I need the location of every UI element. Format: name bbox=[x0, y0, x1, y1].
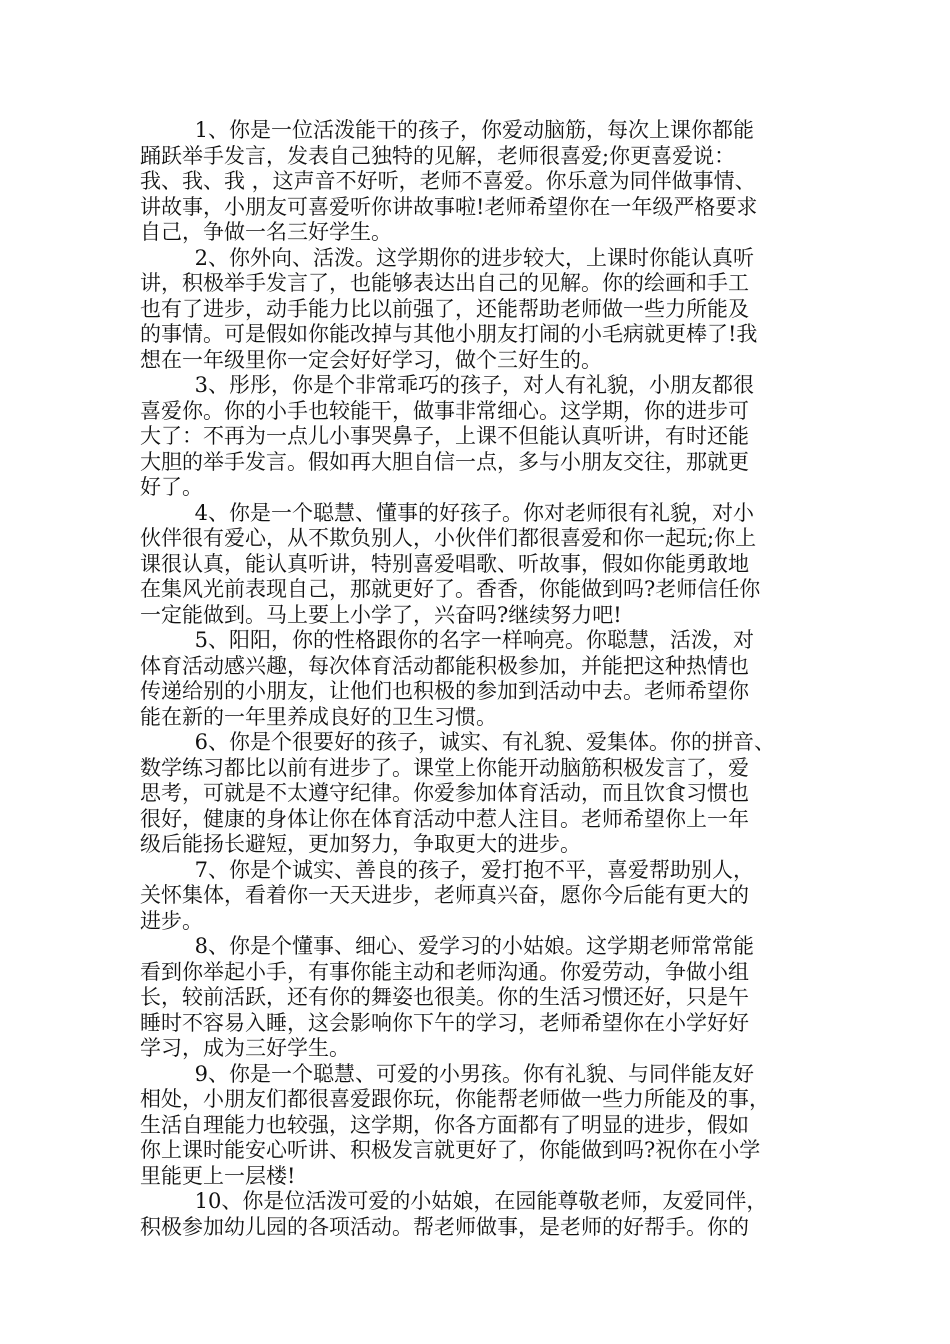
paragraph-6: 6、你是个很要好的孩子，诚实、有礼貌、爱集体。你的拼音、 数学练习都比以前有进步了。课堂上你能开动脑筋积极发言了，爱 思考，可就是不太遵守纪律。你爱参加体育活动，而且饮食习惯也 很好，健康的身体让你在体育活动中惹人注目。老师希望你上一年 级后能扬长避短，更加努力，争取更大的进步。 bbox=[140, 730, 775, 856]
paragraph-8: 8、你是个懂事、细心、爱学习的小姑娘。这学期老师常常能 看到你举起小手，有事你能主动和老师沟通。你爱劳动，争做小组 长，较前活跃，还有你的舞姿也很美。你的生活习惯还好，只是午 睡时不容易入睡，这会影响你下午的学习，老师希望你在小学好好 学习，成为三好学生。 bbox=[140, 934, 754, 1060]
paragraph-9: 9、你是一个聪慧、可爱的小男孩。你有礼貌、与同伴能友好 相处，小朋友们都很喜爱跟你玩，你能帮老师做一些力所能及的事， 生活自理能力也较强，这学期，你各方面都有了明显的进步，假如 你上课时能安心听讲、积极发言就更好了，你能做到吗?祝你在小学 里能更上一层楼! bbox=[140, 1061, 770, 1188]
paragraph-10: 10、你是位活泼可爱的小姑娘，在园能尊敬老师，友爱同伴， 积极参加幼儿园的各项活动。帮老师做事，是老师的好帮手。你的 bbox=[140, 1189, 768, 1239]
paragraph-1: 1、你是一位活泼能干的孩子，你爱动脑筋，每次上课你都能 踊跃举手发言，发表自己独特的见解，老师很喜爱;你更喜爱说： 我、我、我 ，这声音不好听，老师不喜爱。你乐意为同伴做事情、 讲故事，小朋友可喜爱听你讲故事啦!老师希望你在一年级严格要求 自己，争做一名三好学生。 bbox=[140, 118, 758, 244]
paragraph-5: 5、阳阳，你的性格跟你的名字一样响亮。你聪慧，活泼，对 体育活动感兴趣，每次体育活动都能积极参加，并能把这种热情也 传递给别的小朋友，让他们也积极的参加到活动中去。老师希望你 能在新的一年里养成良好的卫生习惯。 bbox=[140, 628, 754, 729]
paragraph-2: 2、你外向、活泼。这学期你的进步较大，上课时你能认真听 讲，积极举手发言了，也能够表达出自己的见解。你的绘画和手工 也有了进步，动手能力比以前强了，还能帮助老师做一些力所能及 的事情。可是假如你能改掉与其他小朋友打闹的小毛病就更棒了!我 想在一年级里你一定会好好学习，做个三好生的。 bbox=[140, 245, 758, 372]
paragraph-7: 7、你是个诚实、善良的孩子，爱打抱不平，喜爱帮助别人， 关怀集体，看着你一天天进步，老师真兴奋，愿你今后能有更大的 进步。 bbox=[140, 857, 754, 933]
paragraph-4: 4、你是一个聪慧、懂事的好孩子。你对老师很有礼貌，对小 伙伴很有爱心，从不欺负别人，小伙伴们都很喜爱和你一起玩;你上 课很认真，能认真听讲，特别喜爱唱歌、听故事，假如你能勇敢地 在集风光前表现自己，那就更好了。香香，你能做到吗?老师信任你 一定能做到。马上要上小学了，兴奋吗?继续努力吧! bbox=[140, 500, 761, 627]
document-body bbox=[140, 118, 826, 1240]
paragraph-3: 3、彤彤，你是个非常乖巧的孩子，对人有礼貌，小朋友都很 喜爱你。你的小手也较能干，做事非常细心。这学期，你的进步可 大了：不再为一点儿小事哭鼻子，上课不但能认真听讲，有时还能 大胆的举手发言。假如再大胆自信一点，多与小朋友交往，那就更 好了。 bbox=[140, 373, 754, 499]
